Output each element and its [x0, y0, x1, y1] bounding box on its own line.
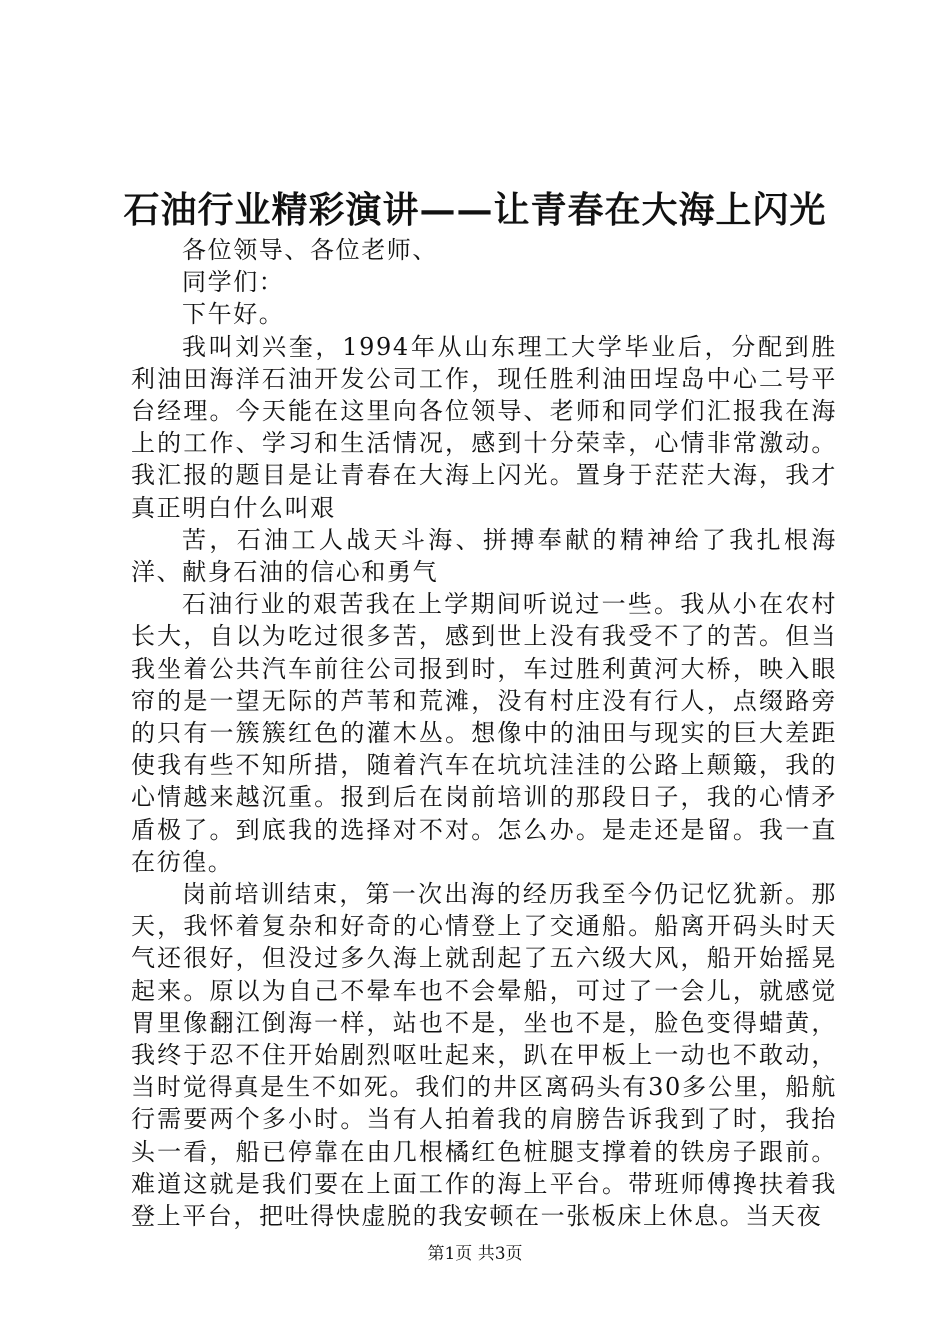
greeting-line: 下午好。 — [182, 300, 285, 329]
body-paragraph: 石油行业的艰苦我在上学期间听说过一些。我从小在农村长大，自以为吃过很多苦，感到世上没有我受不了的苦。但当我坐着公共汽车前往公司报到时，车过胜利黄河大桥，映入眼帘的是一望无际的芦苇和荒滩，没有村庄没有行人，点缀路旁的只有一簇簇红色的灌木丛。想像中的油田与现实的巨大差距使我有些不知所措，随着汽车在坑坑洼洼的公路上颠簸，我的心情越来越沉重。报到后在岗前培训的那段日子，我的心情矛盾极了。到底我的选择对不对。怎么办。是走还是留。我一直在彷徨。 — [131, 590, 837, 876]
body-paragraph: 我叫刘兴奎，1994年从山东理工大学毕业后，分配到胜利油田海洋石油开发公司工作，现任胜利油田埕岛中心二号平台经理。今天能在这里向各位领导、老师和同学们汇报我在海上的工作、学习和生活情况，感到十分荣幸，心情非常激动。我汇报的题目是让青春在大海上闪光。置身于茫茫大海，我才真正明白什么叫艰 — [131, 332, 837, 522]
document-title: 石油行业精彩演讲——让青春在大海上闪光 — [123, 189, 827, 231]
body-paragraph: 岗前培训结束，第一次出海的经历我至今仍记忆犹新。那天，我怀着复杂和好奇的心情登上了交通船。船离开码头时天气还很好，但没过多久海上就刮起了五六级大风，船开始摇晃起来。原以为自己不晕车也不会晕船，可过了一会儿，就感觉胃里像翻江倒海一样，站也不是，坐也不是，脸色变得蜡黄，我终于忍不住开始剧烈呕吐起来，趴在甲板上一动也不敢动，当时觉得真是生不如死。我们的井区离码头有30多公里，船航行需要两个多小时。当有人拍着我的肩膀告诉我到了时，我抬头一看，船已停靠在由几根橘红色桩腿支撑着的铁房子跟前。难道这就是我们要在上面工作的海上平台。带班师傅搀扶着我登上平台，把吐得快虚脱的我安顿在一张板床上休息。当天夜 — [131, 880, 837, 1231]
document-body — [131, 234, 837, 1232]
page-number: 第1页 共3页 — [427, 1244, 523, 1264]
body-paragraph: 苦，石油工人战天斗海、拼搏奉献的精神给了我扎根海洋、献身石油的信心和勇气 — [131, 525, 837, 587]
salutation-line: 同学们： — [182, 268, 285, 297]
salutation-line: 各位领导、各位老师、 — [182, 236, 438, 264]
